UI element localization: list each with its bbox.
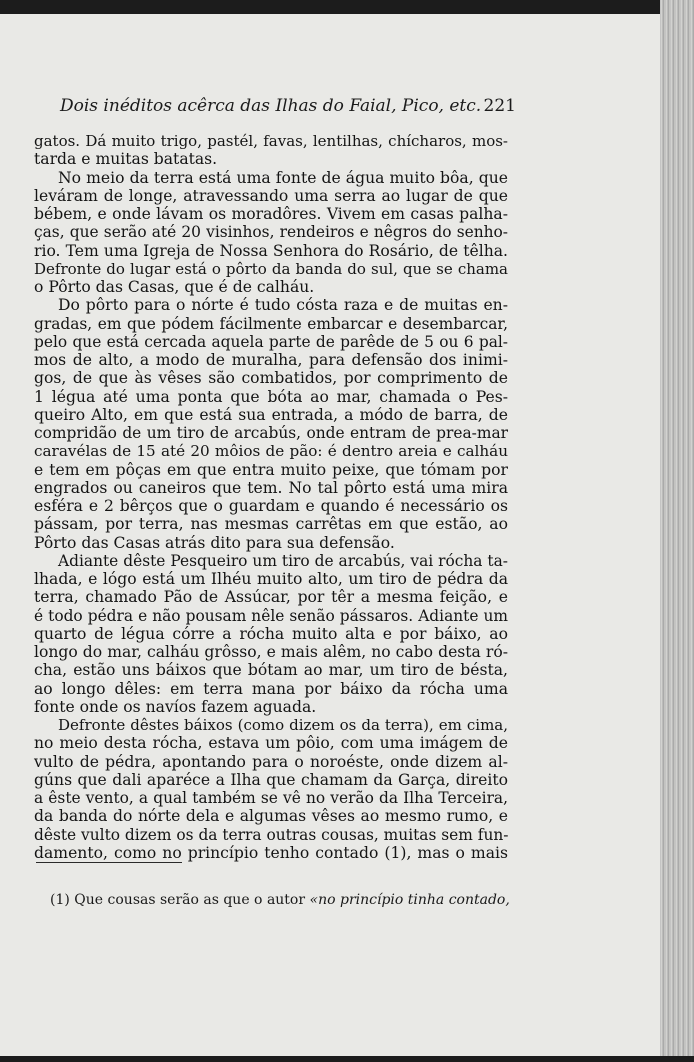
text-line: lhada, e lógo está um Ilhéu muito alto, um tiro de pédra da [34, 570, 508, 588]
text-line: ças, que serão até 20 visinhos, rendeiros e nêgros do senho- [34, 223, 508, 242]
text-line: engrados ou caneiros que tem. No tal pôrto está uma mira [34, 478, 508, 497]
page-number: 221 [483, 96, 516, 116]
text-line: fonte onde os navíos fazem aguada. [34, 697, 317, 716]
text-line: No meio da terra está uma fonte de água muito bôa, que [58, 168, 508, 187]
running-header [60, 96, 516, 120]
text-line: terra, chamado Pão de Assúcar, por têr a mesma feição, e [34, 588, 508, 607]
text-line: ao longo dêles: em terra mana por báixo da rócha uma [34, 679, 508, 698]
text-line: leváram de longe, atravessando uma serra ao lugar de que [34, 186, 508, 205]
text-line: e tem em pôças em que entra muito peixe, que tómam por [34, 460, 508, 479]
text-line: pelo que está cercada aquela parte de parêde de 5 ou 6 pal- [34, 332, 508, 351]
text-line: a êste vento, a qual também se vê no verão da Ilha Terceira, [34, 789, 508, 807]
footnote-quote: «no princípio tinha contado, [309, 892, 510, 908]
running-title: Dois inéditos acêrca das Ilhas do Faial, Pico, etc. [60, 96, 482, 116]
text-line: é todo pédra e não pousam nêle senão pássaros. Adiante um [34, 606, 508, 625]
text-line: bébem, e onde lávam os moradôres. Vivem em casas palha- [34, 205, 508, 223]
text-line: 1 légua até uma ponta que bóta ao mar, chamada o Pes- [34, 387, 508, 406]
text-line: esféra e 2 bêrços que o guardam e quando é necessário os [34, 497, 508, 515]
scan-top-border [0, 0, 694, 14]
scan-bottom-border [0, 1056, 694, 1062]
text-line: longo do mar, calháu grôsso, e mais alêm, no cabo desta ró- [34, 643, 508, 661]
footnote-marker: (1) [50, 892, 70, 908]
text-line: rio. Tem uma Igreja de Nossa Senhora do Rosário, de têlha. [34, 241, 508, 260]
text-line: Adiante dêste Pesqueiro um tiro de arcabús, vai rócha ta- [58, 551, 508, 570]
text-line: gos, de que às vêses são combatidos, por comprimento de [34, 369, 508, 388]
text-line: damento, como no princípio tenho contado (1), mas o mais [34, 843, 508, 862]
text-line: queiro Alto, em que está sua entrada, a módo de barra, de [34, 405, 508, 424]
footnote-separator [36, 862, 182, 863]
text-line: Pôrto das Casas atrás dito para sua defensão. [34, 533, 395, 552]
text-line: compridão de um tiro de arcabús, onde entram de prea-mar [34, 424, 508, 442]
text-line: gatos. Dá muito trigo, pastél, favas, lentilhas, chícharos, mos- [34, 132, 508, 150]
text-line: Defronte do lugar está o pôrto da banda do sul, que se chama [34, 259, 508, 278]
text-line: da banda do nórte dela e algumas vêses ao mesmo rumo, e [34, 807, 508, 826]
text-line: caravélas de 15 até 20 môios de pão: é dentro areia e calháu [34, 442, 508, 461]
page-stack-edge [660, 0, 694, 1062]
text-line: gradas, em que pódem fácilmente embarcar e desembarcar, [34, 314, 508, 333]
text-line: quarto de légua córre a rócha muito alta e por báixo, ao [34, 624, 508, 643]
text-line: pássam, por terra, nas mesmas carrêtas em que estão, ao [34, 515, 508, 534]
text-line: Defronte dêstes báixos (como dizem os da terra), em cima, [58, 716, 508, 734]
text-line: Do pôrto para o nórte é tudo cósta raza e de muitas en- [58, 296, 508, 315]
text-line: mos de alto, a modo de muralha, para defensão dos inimi- [34, 351, 508, 369]
text-line: no meio desta rócha, estava um pôio, com uma imágem de [34, 734, 508, 753]
text-line: vulto de pédra, apontando para o noroéste, onde dizem al- [34, 752, 508, 771]
footnote-text: Que cousas serão as que o autor [74, 892, 306, 908]
text-line: gúns que dali aparéce a Ilha que chamam da Garça, direito [34, 770, 508, 789]
text-line: dêste vulto dizem os da terra outras cousas, muitas sem fun- [34, 825, 509, 844]
body-text [34, 132, 508, 862]
text-line: tarda e muitas batatas. [34, 150, 218, 169]
footnote [50, 892, 510, 908]
text-line: cha, estão uns báixos que bótam ao mar, um tiro de bésta, [34, 661, 508, 680]
text-line: o Pôrto das Casas, que é de calháu. [34, 278, 315, 296]
